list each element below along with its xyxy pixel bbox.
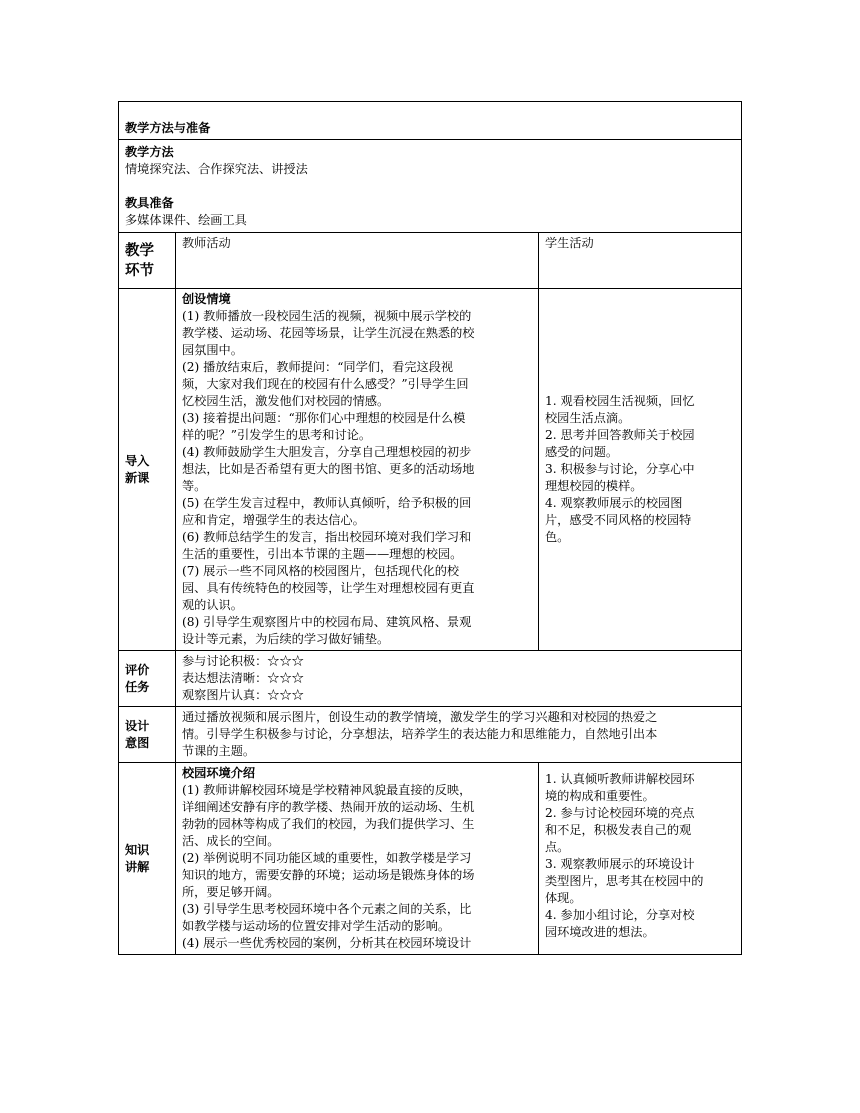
text-line: 勃勃的园林等构成了我们的校园，为我们提供学习、生: [182, 817, 475, 831]
intro-stage-line1: 导入: [125, 453, 150, 468]
text-line: 感受的问题。: [545, 445, 619, 459]
text-line: 等。: [182, 479, 207, 493]
text-line: 样的呢？”引发学生的思考和讨论。: [182, 428, 372, 442]
text-line: 1. 观看校园生活视频，回忆: [545, 394, 695, 408]
design-stage-line2: 意图: [125, 735, 150, 750]
text-line: 观察图片认真：☆☆☆: [182, 688, 304, 702]
text-line: 通过播放视频和展示图片，创设生动的教学情境，激发学生的学习兴趣和对校园的热爱之: [182, 710, 658, 724]
evaluation-lines: [182, 653, 735, 704]
materials-heading: 教具准备: [125, 196, 174, 210]
text-line: 观的认识。: [182, 598, 243, 612]
spacer: [125, 178, 735, 195]
evaluation-stage-line1: 评价: [125, 662, 150, 677]
text-line: (5) 在学生发言过程中，教师认真倾听，给予积极的回: [182, 496, 472, 510]
intro-teacher-lines: [182, 308, 532, 648]
text-line: 想法，比如是否希望有更大的图书馆、更多的活动场地: [182, 462, 475, 476]
text-line: 详细阐述安静有序的教学楼、热闹开放的运动场、生机: [182, 800, 475, 814]
materials-text: 多媒体课件、绘画工具: [125, 213, 247, 227]
text-line: (1) 教师播放一段校园生活的视频，视频中展示学校的: [182, 309, 472, 323]
intro-stage-line2: 新课: [125, 470, 150, 485]
header-row: [119, 233, 742, 289]
text-line: 色。: [545, 530, 570, 544]
text-line: (1) 教师讲解校园环境是学校精神风貌最直接的反映，: [182, 783, 472, 797]
text-line: 和不足，积极发表自己的观: [545, 823, 692, 837]
text-line: 境的构成和重要性。: [545, 789, 655, 803]
text-line: 校园生活点滴。: [545, 411, 631, 425]
text-line: 片，感受不同风格的校园特: [545, 513, 692, 527]
methods-heading: 教学方法: [125, 145, 174, 159]
knowledge-stage: [119, 763, 176, 955]
text-line: 参与讨论积极：☆☆☆: [182, 654, 304, 668]
design-lines: [182, 709, 735, 760]
knowledge-row: [119, 763, 742, 955]
lesson-plan-table: [118, 101, 742, 955]
intro-title: 创设情境: [182, 292, 231, 306]
text-line: 3. 积极参与讨论，分享心中: [545, 462, 695, 476]
header-stage: [119, 233, 176, 289]
text-line: 4. 参加小组讨论，分享对校: [545, 908, 695, 922]
design-row: [119, 707, 742, 763]
header-student: 学生活动: [539, 233, 742, 289]
section-title-row: [119, 102, 742, 140]
text-line: (2) 播放结束后，教师提问：“同学们，看完这段视: [182, 360, 454, 374]
text-line: 设计等元素，为后续的学习做好铺垫。: [182, 632, 390, 646]
text-line: 园氛围中。: [182, 343, 243, 357]
design-stage: [119, 707, 176, 763]
text-line: 知识的地方，需要安静的环境；运动场是锻炼身体的场: [182, 868, 475, 882]
text-line: 体现。: [545, 891, 582, 905]
evaluation-cell: [176, 651, 742, 707]
text-line: 生活的重要性，引出本节课的主题——理想的校园。: [182, 547, 463, 561]
knowledge-teacher-cell: [176, 763, 539, 955]
text-line: 园环境改进的想法。: [545, 925, 655, 939]
knowledge-title: 校园环境介绍: [182, 766, 256, 780]
text-line: 表达想法清晰：☆☆☆: [182, 671, 304, 685]
text-line: (4) 教师鼓励学生大胆发言，分享自己理想校园的初步: [182, 445, 472, 459]
intro-stage: [119, 289, 176, 651]
intro-row: [119, 289, 742, 651]
text-line: 园、具有传统特色的校园等，让学生对理想校园有更直: [182, 581, 475, 595]
text-line: 4. 观察教师展示的校园图: [545, 496, 683, 510]
text-line: 点。: [545, 840, 570, 854]
text-line: 如教学楼与运动场的位置安排对学生活动的影响。: [182, 919, 451, 933]
text-line: 类型图片，思考其在校园中的: [545, 874, 704, 888]
design-stage-line1: 设计: [125, 718, 150, 733]
header-stage-line1: 教学: [125, 242, 154, 259]
text-line: (7) 展示一些不同风格的校园图片，包括现代化的校: [182, 564, 460, 578]
intro-student-lines: [545, 393, 735, 546]
text-line: 情。引导学生积极参与讨论，分享想法，培养学生的表达能力和思维能力，自然地引出本: [182, 727, 658, 741]
knowledge-student-lines: [545, 771, 735, 941]
text-line: (8) 引导学生观察图片中的校园布局、建筑风格、景观: [182, 615, 472, 629]
text-line: 2. 思考并回答教师关于校园: [545, 428, 695, 442]
text-line: 节课的主题。: [182, 744, 256, 758]
evaluation-stage-line2: 任务: [125, 679, 150, 694]
text-line: 理想校园的模样。: [545, 479, 643, 493]
knowledge-stage-line1: 知识: [125, 842, 150, 857]
text-line: (4) 展示一些优秀校园的案例，分析其在校园环境设计: [182, 936, 472, 950]
text-line: 活、成长的空间。: [182, 834, 280, 848]
methods-cell: [119, 140, 742, 233]
section-title: 教学方法与准备: [119, 102, 742, 140]
methods-text: 情境探究法、合作探究法、讲授法: [125, 162, 308, 176]
knowledge-stage-line2: 讲解: [125, 859, 150, 874]
text-line: 应和肯定，增强学生的表达信心。: [182, 513, 365, 527]
text-line: 忆校园生活，激发他们对校园的情感。: [182, 394, 390, 408]
text-line: (3) 接着提出问题：“那你们心中理想的校园是什么模: [182, 411, 466, 425]
text-line: (6) 教师总结学生的发言，指出校园环境对我们学习和: [182, 530, 472, 544]
evaluation-stage: [119, 651, 176, 707]
text-line: (3) 引导学生思考校园环境中各个元素之间的关系，比: [182, 902, 472, 916]
header-stage-line2: 环节: [125, 262, 154, 279]
text-line: 教学楼、运动场、花园等场景，让学生沉浸在熟悉的校: [182, 326, 475, 340]
evaluation-row: [119, 651, 742, 707]
knowledge-student-cell: [539, 763, 742, 955]
text-line: 3. 观察教师展示的环境设计: [545, 857, 695, 871]
knowledge-teacher-lines: [182, 782, 532, 952]
text-line: 2. 参与讨论校园环境的亮点: [545, 806, 695, 820]
methods-row: [119, 140, 742, 233]
design-cell: [176, 707, 742, 763]
text-line: 所，要足够开阔。: [182, 885, 280, 899]
text-line: 1. 认真倾听教师讲解校园环: [545, 772, 695, 786]
intro-student-cell: [539, 289, 742, 651]
header-teacher: 教师活动: [176, 233, 539, 289]
text-line: (2) 举例说明不同功能区域的重要性，如教学楼是学习: [182, 851, 472, 865]
text-line: 频，大家对我们现在的校园有什么感受？”引导学生回: [182, 377, 469, 391]
intro-teacher-cell: [176, 289, 539, 651]
